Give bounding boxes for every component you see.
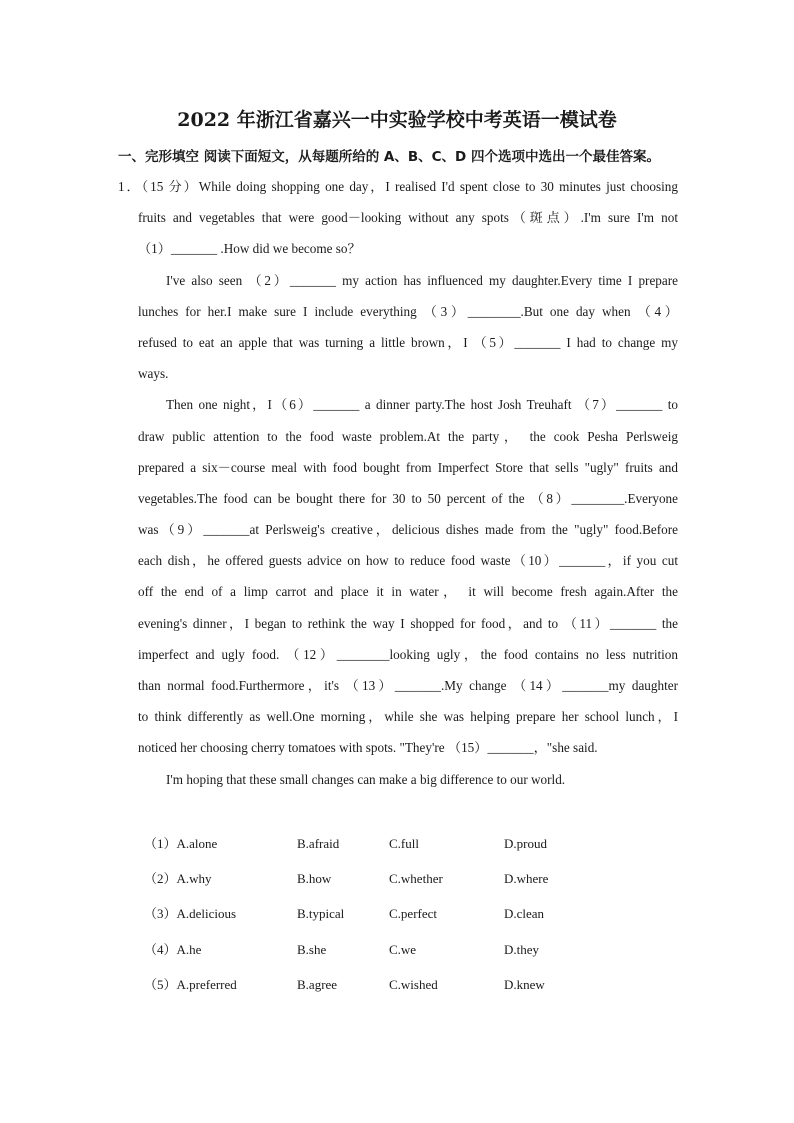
passage-line: （1）_______ .How did we become so？ bbox=[138, 241, 361, 257]
passage-line: imperfect and ugly food. （12）________looking ugly，the food contains no less nutrition bbox=[138, 646, 678, 662]
paragraph-start: I've also seen （2）_______ my action has influenced my daughter.Every time I prepare bbox=[166, 272, 678, 288]
passage-line: lunches for her.I make sure I include everything （3）________.But one day when （4） bbox=[138, 303, 678, 319]
passage-line: 1．（15 分）While doing shopping one day，I realised I'd spent close to 30 minutes just choosing bbox=[118, 179, 678, 194]
option-a[interactable]: （5）A.preferred bbox=[144, 976, 237, 992]
passage-line: vegetables.The food can be bought there for 30 to 50 percent of the （8）________.Everyone bbox=[138, 490, 678, 506]
section-heading: 一、完形填空 阅读下面短文，从每题所给的 A、B、C、D 四个选项中选出一个最佳答案。 bbox=[118, 149, 660, 165]
option-b[interactable]: B.agree bbox=[297, 976, 338, 992]
passage-line: to think differently as well.One morning，while she was helping prepare her school lunch，I bbox=[138, 709, 678, 725]
cloze-passage bbox=[118, 171, 678, 795]
option-d[interactable]: D.they bbox=[504, 941, 540, 957]
option-a[interactable]: （1）A.alone bbox=[144, 836, 218, 851]
option-b[interactable]: B.how bbox=[297, 871, 332, 887]
option-d[interactable]: D.knew bbox=[504, 976, 545, 992]
passage-line: evening's dinner，I began to rethink the way I shopped for food，and to （11）_______ the bbox=[138, 615, 678, 631]
option-d[interactable]: D.proud bbox=[504, 836, 547, 851]
option-row bbox=[144, 826, 624, 861]
option-row bbox=[144, 932, 624, 967]
option-b[interactable]: B.typical bbox=[297, 906, 345, 922]
passage-line: refused to eat an apple that was turning a little brown，I （5）_______ I had to change my bbox=[138, 334, 678, 350]
passage-line: each dish，he offered guests advice on how to reduce food waste（10）_______，if you cut bbox=[138, 553, 678, 569]
option-c[interactable]: C.whether bbox=[389, 871, 443, 887]
option-c[interactable]: C.full bbox=[389, 836, 419, 851]
option-a[interactable]: （3）A.delicious bbox=[144, 906, 237, 922]
option-d[interactable]: D.clean bbox=[504, 906, 545, 922]
option-a[interactable]: （2）A.why bbox=[144, 871, 212, 887]
option-row bbox=[144, 967, 624, 1002]
paragraph-start: Then one night，I（6）_______ a dinner party.The host Josh Treuhaft （7）_______ to bbox=[166, 397, 678, 413]
option-c[interactable]: C.we bbox=[389, 941, 417, 957]
option-row bbox=[144, 861, 624, 896]
passage-line: draw public attention to the food waste problem.At the party， the cook Pesha Perlsweig bbox=[138, 428, 678, 444]
paragraph-start: I'm hoping that these small changes can make a big difference to our world. bbox=[166, 771, 566, 787]
option-b[interactable]: B.she bbox=[297, 941, 327, 957]
option-c[interactable]: C.perfect bbox=[389, 906, 438, 922]
passage-line: fruits and vegetables that were good－looking without any spots（斑点）.I'm sure I'm not bbox=[138, 210, 678, 226]
passage-line: off the end of a limp carrot and place it in water， it will become fresh again.After the bbox=[138, 584, 678, 600]
option-c[interactable]: C.wished bbox=[389, 976, 438, 992]
passage-line: was（9）_______at Perlsweig's creative，delicious dishes made from the "ugly" food.Before bbox=[138, 522, 678, 538]
page-title: 2022 年浙江省嘉兴一中实验学校中考英语一模试卷 bbox=[177, 109, 617, 131]
passage-line: prepared a six－course meal with food bought from Imperfect Store that sells "ugly" fruits and bbox=[138, 459, 678, 475]
option-b[interactable]: B.afraid bbox=[297, 836, 340, 851]
answer-options bbox=[144, 826, 624, 1002]
option-d[interactable]: D.where bbox=[504, 871, 549, 887]
option-a[interactable]: （4）A.he bbox=[144, 941, 202, 957]
passage-line: than normal food.Furthermore，it's （13）_______.My change （14）_______my daughter bbox=[138, 678, 678, 693]
passage-line: ways. bbox=[138, 366, 169, 382]
passage-line: noticed her choosing cherry tomatoes with spots. "They're （15）_______，"she said. bbox=[138, 740, 598, 756]
option-row bbox=[144, 896, 624, 931]
